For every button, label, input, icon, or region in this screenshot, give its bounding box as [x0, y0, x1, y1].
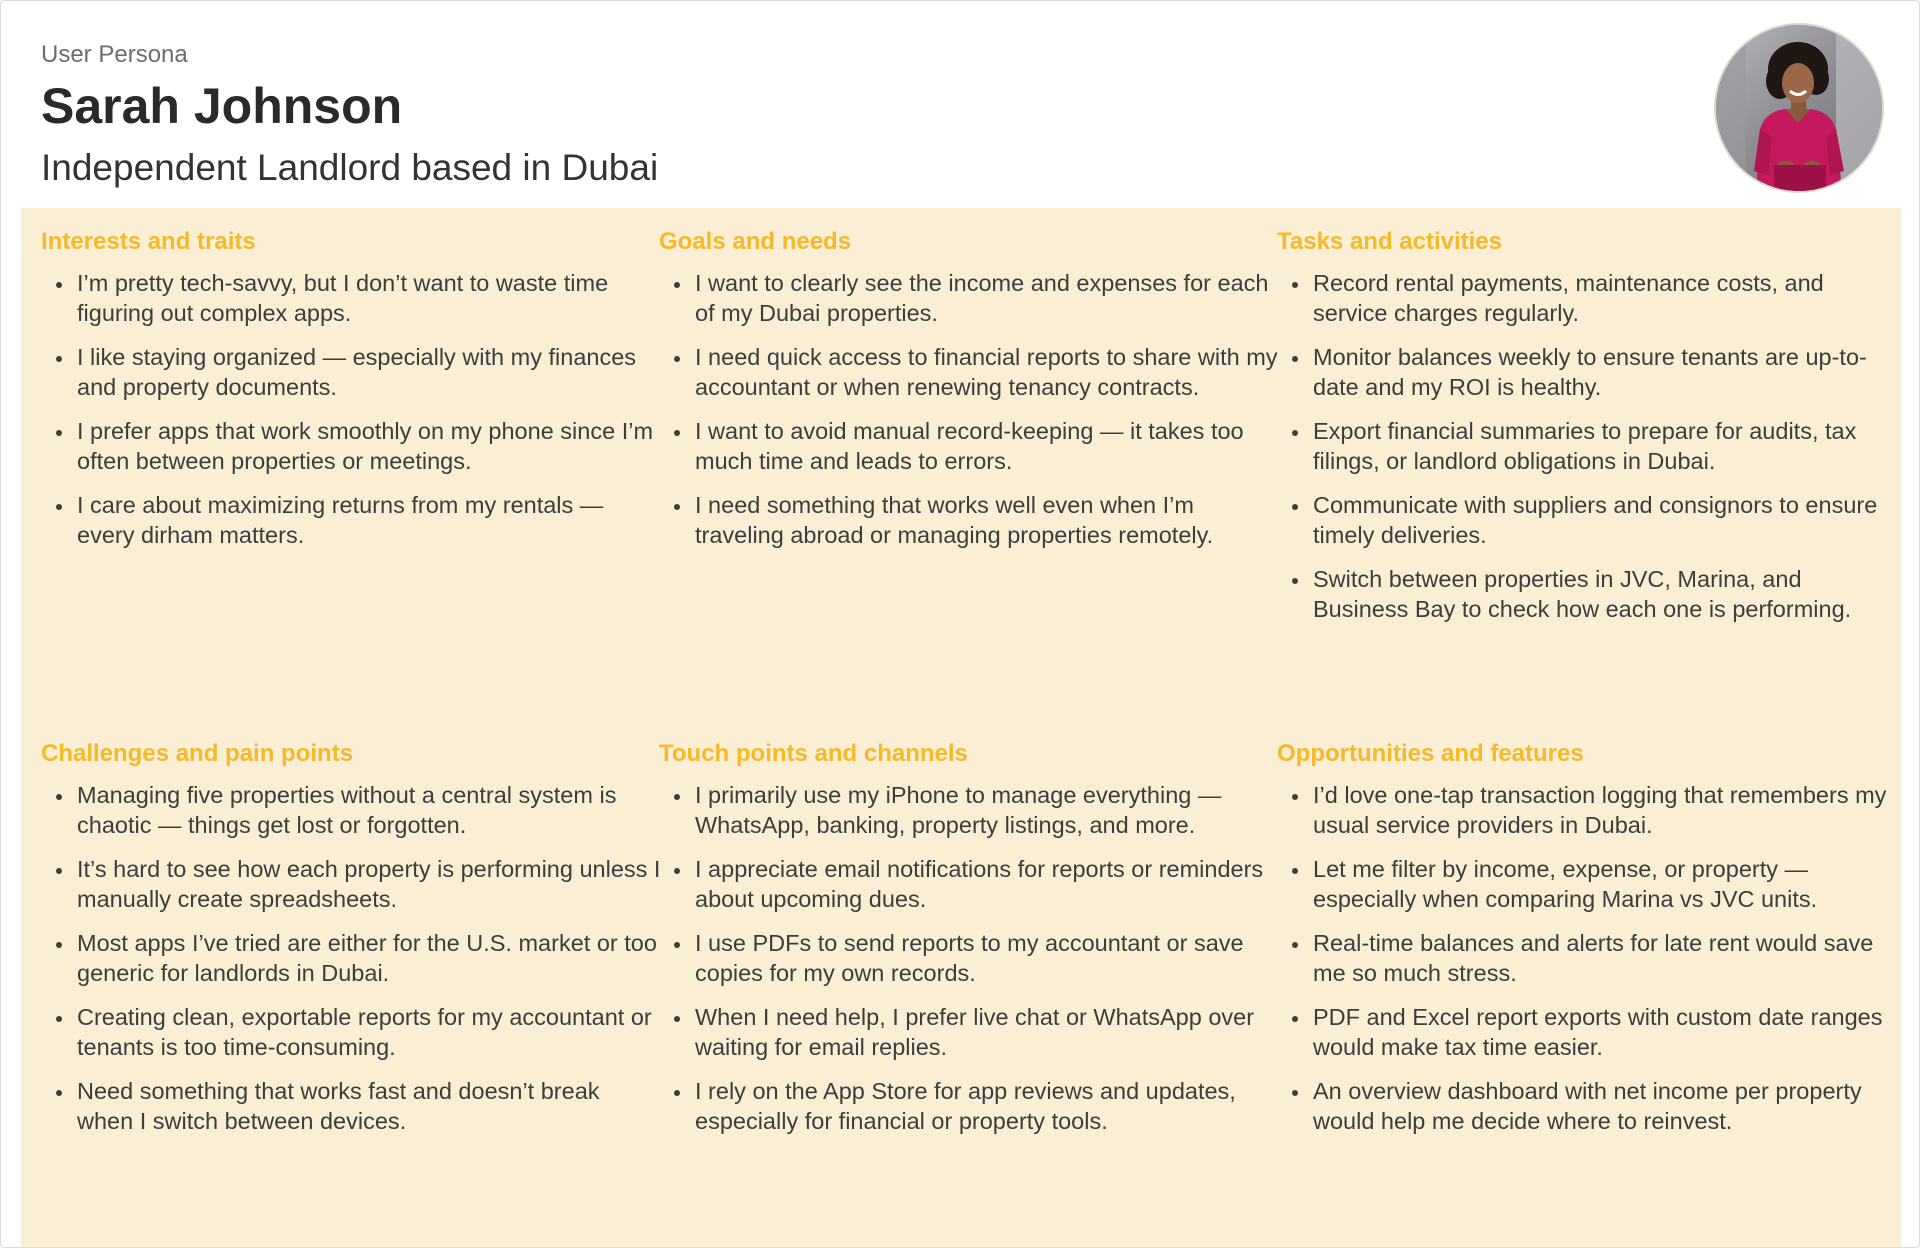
list-item: It’s hard to see how each property is performing unless I manually create spreadsheets.: [77, 855, 661, 914]
list-item: Real-time balances and alerts for late rent would save me so much stress.: [1313, 929, 1897, 988]
section-list: [1277, 781, 1897, 1136]
list-item: Managing five properties without a central system is chaotic — things get lost or forgotten.: [77, 781, 661, 840]
list-item: Let me filter by income, expense, or property — especially when comparing Marina vs JVC units.: [1313, 855, 1897, 914]
section-list: [659, 781, 1279, 1136]
section-title: Opportunities and features: [1277, 740, 1584, 767]
list-item: I want to avoid manual record-keeping — it takes too much time and leads to errors.: [695, 417, 1279, 476]
list-item: Record rental payments, maintenance costs, and service charges regularly.: [1313, 269, 1897, 328]
list-item: I use PDFs to send reports to my accountant or save copies for my own records.: [695, 929, 1279, 988]
section-title: Goals and needs: [659, 228, 852, 255]
section-goals-and-needs: [659, 227, 1279, 565]
list-item: I’m pretty tech-savvy, but I don’t want to waste time figuring out complex apps.: [77, 269, 661, 328]
section-title: Challenges and pain points: [41, 740, 354, 767]
section-title: Touch points and channels: [659, 740, 968, 767]
persona-name: Sarah Johnson: [41, 78, 403, 134]
list-item: I like staying organized — especially with my finances and property documents.: [77, 343, 661, 402]
persona-header: [41, 39, 1919, 191]
list-item: Creating clean, exportable reports for my accountant or tenants is too time-consuming.: [77, 1003, 661, 1062]
list-item: I need something that works well even when I’m traveling abroad or managing properties remotely.: [695, 491, 1279, 550]
list-item: I want to clearly see the income and expenses for each of my Dubai properties.: [695, 269, 1279, 328]
list-item: Need something that works fast and doesn’t break when I switch between devices.: [77, 1077, 661, 1136]
section-title: Interests and traits: [41, 228, 256, 255]
list-item: I prefer apps that work smoothly on my phone since I’m often between properties or meetings.: [77, 417, 661, 476]
persona-details-panel: [21, 208, 1901, 1248]
section-tasks-and-activities: [1277, 227, 1897, 639]
section-title: Tasks and activities: [1277, 228, 1502, 255]
section-opportunities-and-features: [1277, 739, 1897, 1151]
section-list: [41, 269, 661, 550]
section-list: [1277, 269, 1897, 624]
section-interests-and-traits: [41, 227, 661, 565]
list-item: Communicate with suppliers and consignors to ensure timely deliveries.: [1313, 491, 1897, 550]
list-item: Switch between properties in JVC, Marina, and Business Bay to check how each one is performing.: [1313, 565, 1897, 624]
list-item: I care about maximizing returns from my rentals — every dirham matters.: [77, 491, 661, 550]
list-item: Most apps I’ve tried are either for the U.S. market or too generic for landlords in Dubai.: [77, 929, 661, 988]
avatar: [1714, 23, 1884, 193]
section-list: [41, 781, 661, 1136]
section-challenges-and-pain-points: [41, 739, 661, 1151]
list-item: I appreciate email notifications for reports or reminders about upcoming dues.: [695, 855, 1279, 914]
section-list: [659, 269, 1279, 550]
list-item: Export financial summaries to prepare for audits, tax filings, or landlord obligations in Dubai.: [1313, 417, 1897, 476]
avatar-photo: [1716, 25, 1882, 191]
list-item: I primarily use my iPhone to manage everything — WhatsApp, banking, property listings, and more.: [695, 781, 1279, 840]
page-eyebrow: User Persona: [41, 41, 188, 68]
list-item: I rely on the App Store for app reviews and updates, especially for financial or property tools.: [695, 1077, 1279, 1136]
list-item: I need quick access to financial reports to share with my accountant or when renewing tenancy contracts.: [695, 343, 1279, 402]
persona-role: Independent Landlord based in Dubai: [41, 147, 659, 188]
list-item: I’d love one-tap transaction logging that remembers my usual service providers in Dubai.: [1313, 781, 1897, 840]
section-touch-points-and-channels: [659, 739, 1279, 1151]
list-item: An overview dashboard with net income per property would help me decide where to reinvest.: [1313, 1077, 1897, 1136]
list-item: Monitor balances weekly to ensure tenants are up-to-date and my ROI is healthy.: [1313, 343, 1897, 402]
list-item: PDF and Excel report exports with custom date ranges would make tax time easier.: [1313, 1003, 1897, 1062]
list-item: When I need help, I prefer live chat or WhatsApp over waiting for email replies.: [695, 1003, 1279, 1062]
